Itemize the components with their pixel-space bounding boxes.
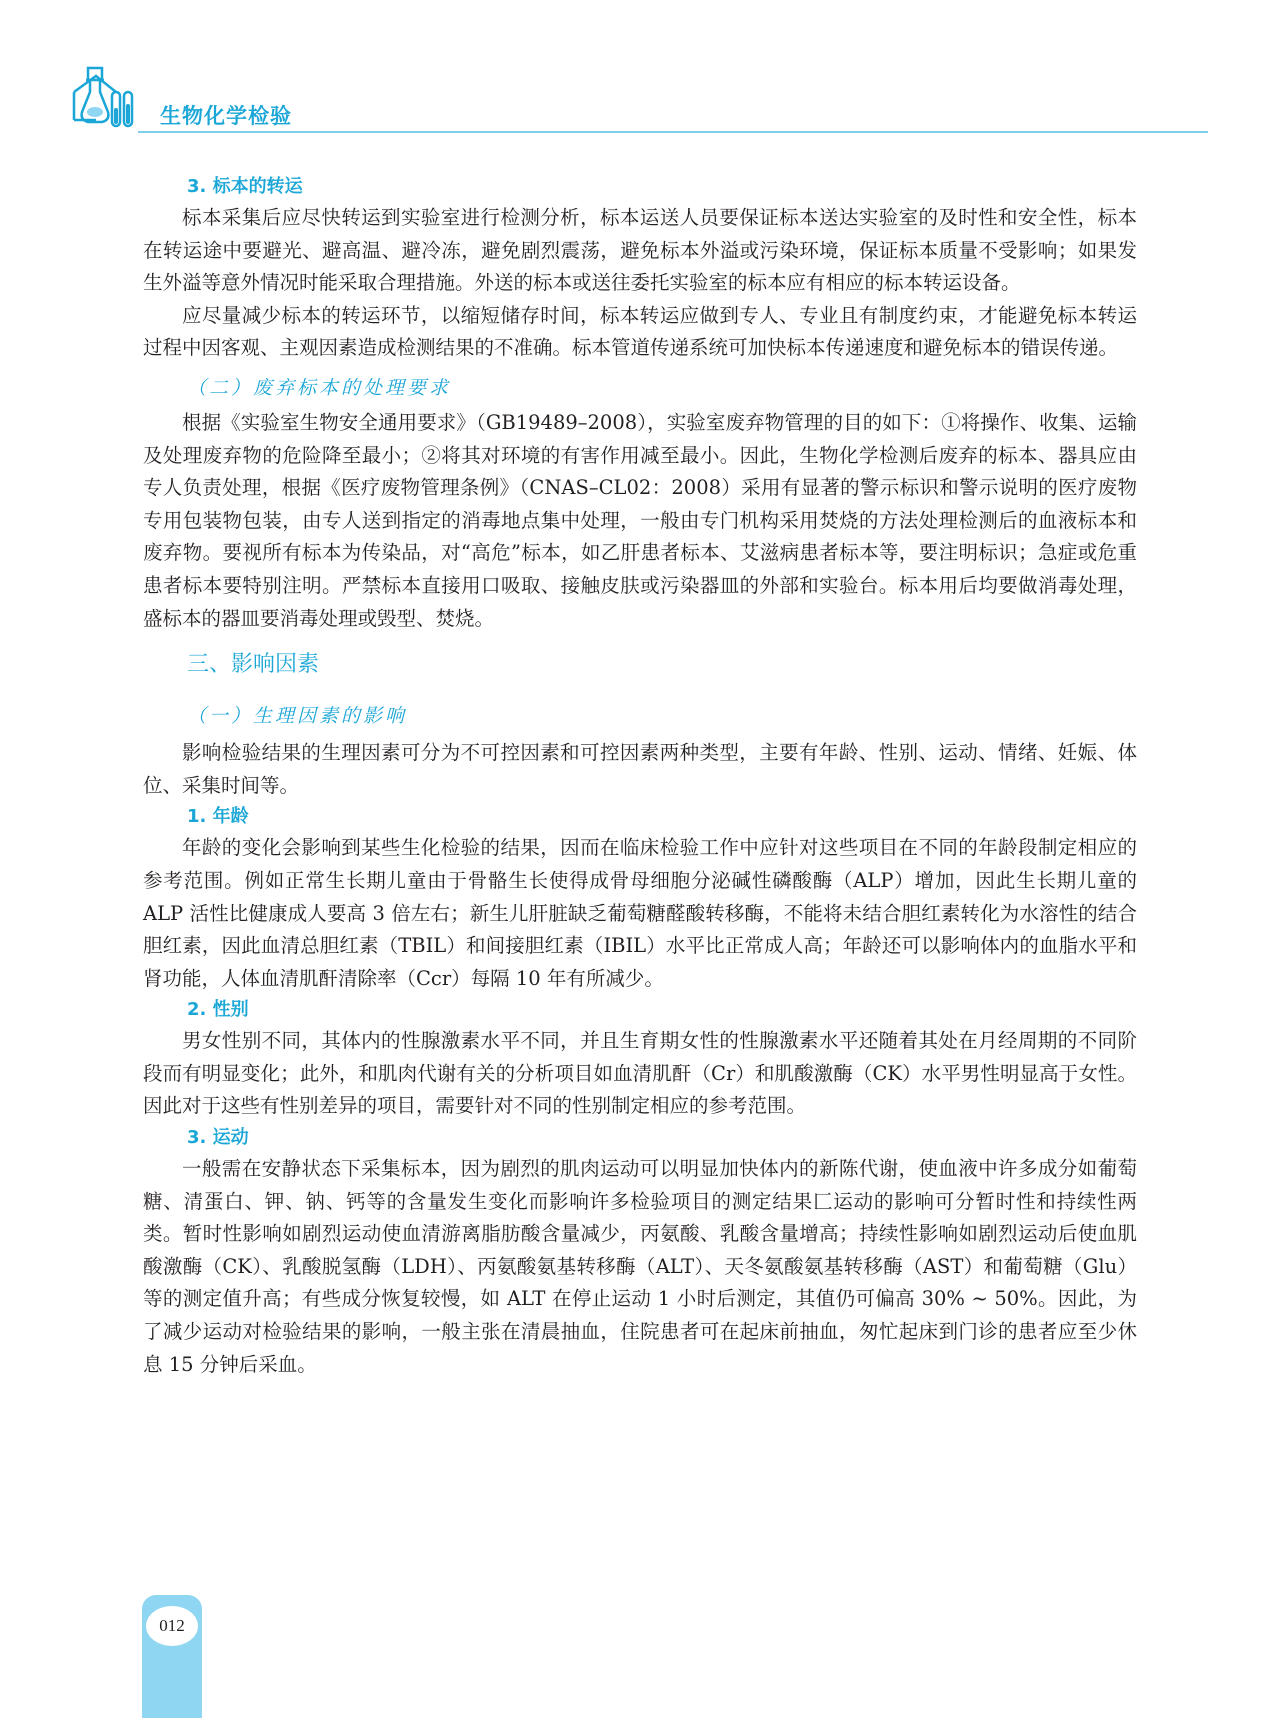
subsection-title: 3. 标本的转运 [187,176,303,197]
paragraph: 标本采集后应尽快转运到实验室进行检测分析，标本运送人员要保证标本送达实验室的及时性和安全性，标本在转运途中要避光、避高温、避冷冻，避免剧烈震荡，避免标本外溢或污染环境，保证标本质量不受影响；如果发生外溢等意外情况时能采取合理措施。外送的标本或送往委托实验室的标本应有相应的标本转运设备。 [143,206,1137,295]
paragraph: 影响检验结果的生理因素可分为不可控因素和可控因素两种类型，主要有年龄、性别、运动、情绪、妊娠、体位、采集时间等。 [143,741,1137,797]
book-title: 生物化学检验 [160,104,292,128]
paragraph: 年龄的变化会影响到某些生化检验的结果，因而在临床检验工作中应针对这些项目在不同的年龄段制定相应的参考范围。例如正常生长期儿童由于骨骼生长使得成骨母细胞分泌碱性磷酸酶（ALP）增加，因此生长期儿童的 ALP 活性比健康成人要高 3 倍左右；新生儿肝脏缺乏葡萄糖醛酸转移酶，不能将未结合胆红素转化为水溶性的结合胆红素，因此血清总胆红素（TBIL）和间接胆红素（IBIL）水平比正常成人高；年龄还可以影响体内的血脂水平和肾功能，人体血清肌酐清除率（Ccr）每隔 10 年有所减少。 [143,836,1137,990]
paragraph: 应尽量减少标本的转运环节，以缩短储存时间，标本转运应做到专人、专业且有制度约束，才能避免标本转运过程中因客观、主观因素造成检测结果的不准确。标本管道传递系统可加快标本传递速度和避免标本的错误传递。 [143,303,1137,360]
section-heading: 三、影响因素 [187,652,320,678]
page-header [68,62,1148,142]
subsection-title: 1. 年龄 [187,806,249,828]
paragraph: 一般需在安静状态下采集标本，因为剧烈的肌肉运动可以明显加快体内的新陈代谢，使血液中许多成分如葡萄糖、清蛋白、钾、钠、钙等的含量发生变化而影响许多检验项目的测定结果匚运动的影响可分暂时性和持续性两类。暂时性影响如剧烈运动使血清游离脂肪酸含量减少，丙氨酸、乳酸含量增高；持续性影响如剧烈运动后使血肌酸激酶（CK）、乳酸脱氢酶（LDH）、丙氨酸氨基转移酶（ALT）、天冬氨酸氨基转移酶（AST）和葡萄糖（Glu）等的测定值升高；有些成分恢复较慢，如 ALT 在停止运动 1 小时后测定，其值仍可偏高 30% ~ 50%。因此，为了减少运动对检验结果的影响，一般主张在清晨抽血，住院患者可在起床前抽血，匆忙起床到门诊的患者应至少休息 15 分钟后采血。 [143,1157,1137,1376]
paragraph: 根据《实验室生物安全通用要求》（GB19489–2008），实验室废弃物管理的目的如下：①将操作、收集、运输及处理废弃物的危险降至最小；②将其对环境的有害作用减至最小。因此，生物化学检测后废弃的标本、器具应由专人负责处理，根据《医疗废物管理条例》（CNAS–CL02：2008）采用有显著的警示标识和警示说明的医疗废物专用包装物包装，由专人送到指定的消毒地点集中处理，一般由专门机构采用焚烧的方法处理检测后的血液标本和废弃物。要视所有标本为传染品，对“高危”标本，如乙肝患者标本、艾滋病患者标本等，要注明标识；急症或危重患者标本要特别注明。严禁标本直接用口吸取、接触皮肤或污染器皿的外部和实验台。标本用后均要做消毒处理，盛标本的器皿要消毒处理或毁型、焚烧。 [143,410,1137,630]
subsection-title: 2. 性别 [187,999,249,1021]
subsection-title: 3. 运动 [187,1127,249,1149]
paragraph: 男女性别不同，其体内的性腺激素水平不同，并且生育期女性的性腺激素水平还随着其处在月经周期的不同阶段而有明显变化；此外，和肌肉代谢有关的分析项目如血清肌酐（Cr）和肌酸激酶（CK）水平男性明显高于女性。因此对于这些有性别差异的项目，需要针对不同的性别制定相应的参考范围。 [143,1029,1137,1118]
page-body [143,172,1137,1381]
subsection-heading: （二）废弃标本的处理要求 [187,376,452,399]
subsection-heading: （一）生理因素的影响 [187,705,408,728]
header-divider [138,131,1208,133]
page-number: 012 [146,1606,198,1646]
lab-flask-icon [68,62,158,132]
